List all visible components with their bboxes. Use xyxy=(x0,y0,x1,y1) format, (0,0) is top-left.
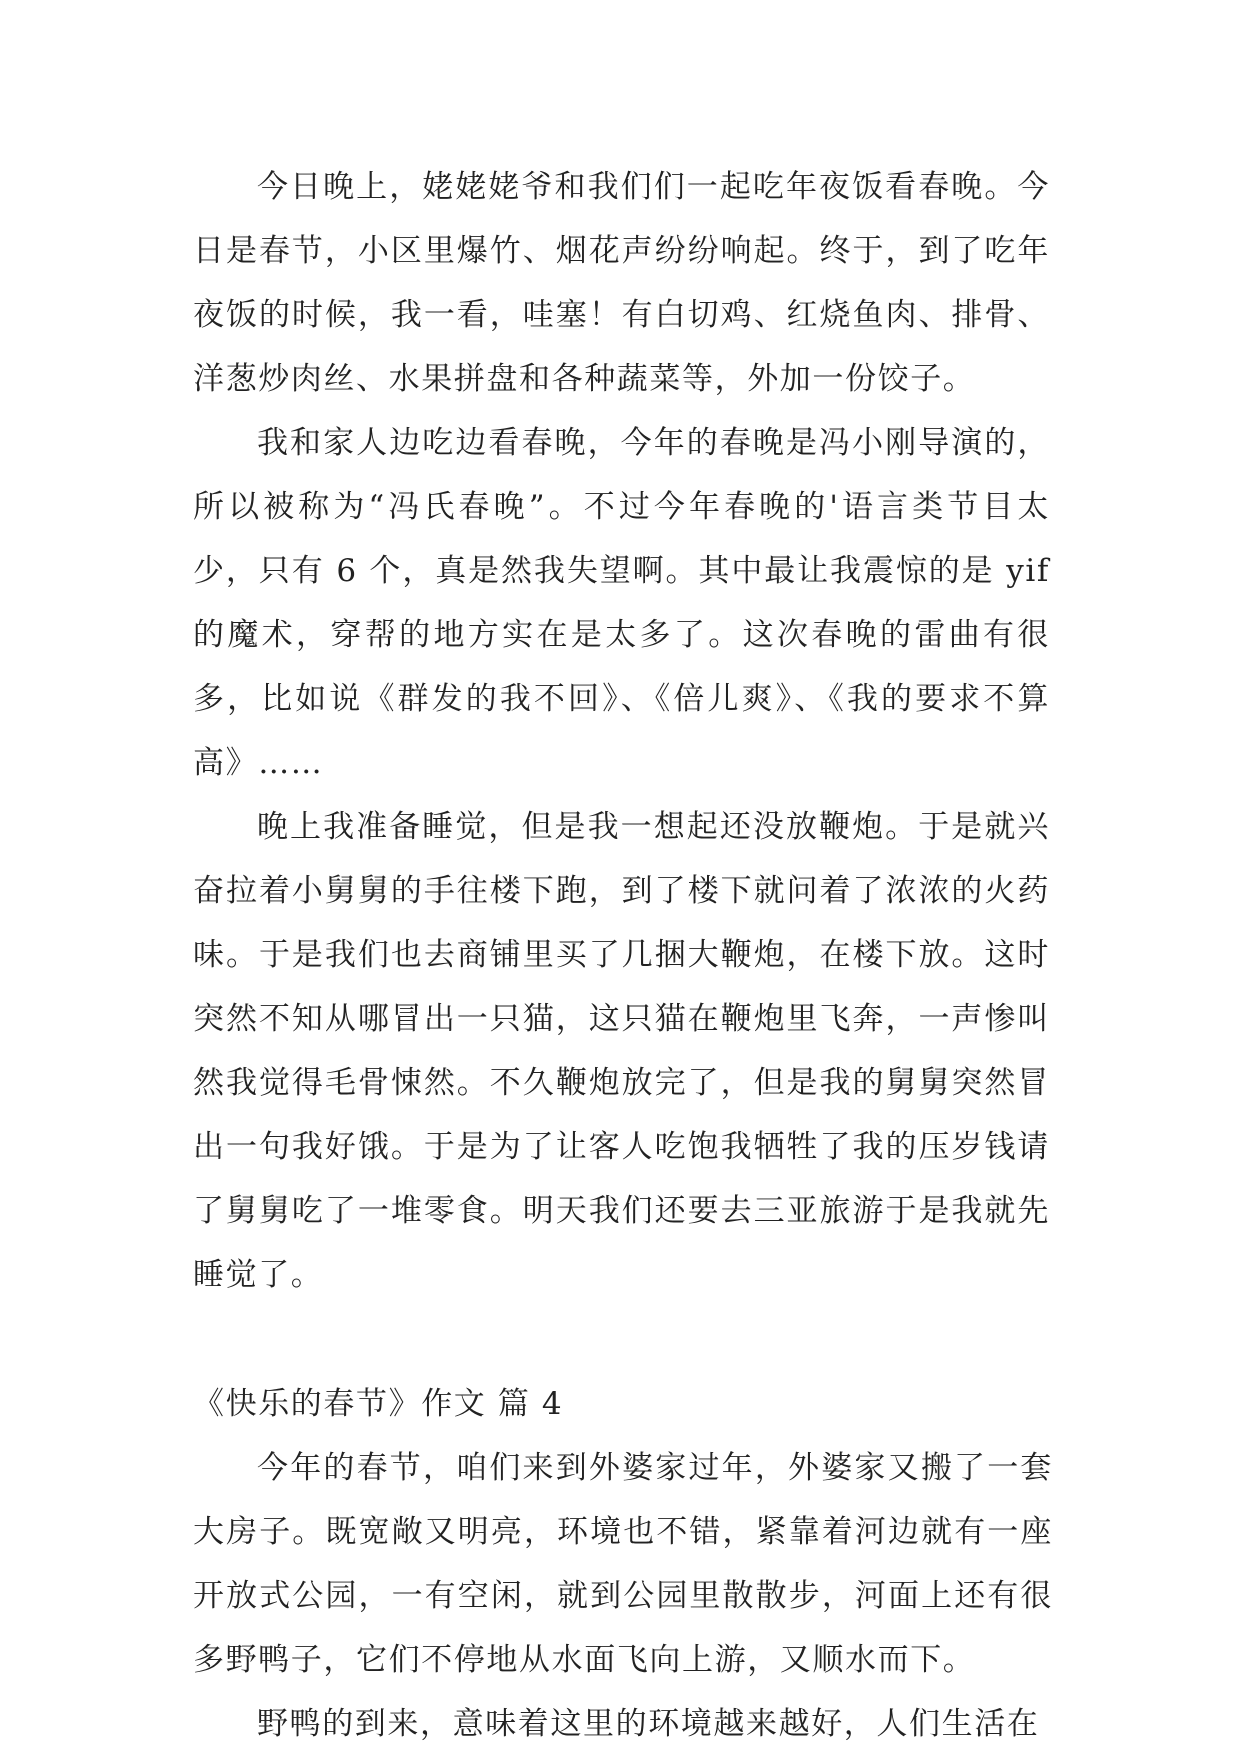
paragraph-grandma-house: 今年的春节，咱们来到外婆家过年，外婆家又搬了一套大房子。既宽敞又明亮，环境也不错，紧靠着河边就有一座开放式公园，一有空闲，就到公园里散散步，河面上还有很多野鸭子，它们不停地从水面飞向上游，又顺水而下。 xyxy=(193,1450,1053,1678)
document-page xyxy=(193,155,1053,1756)
paragraph-spring-gala: 我和家人边吃边看春晚，今年的春晚是冯小刚导演的，所以被称为“冯氏春晚”。不过今年春晚的'语言类节目太少，只有 6 个，真是然我失望啊。其中最让我震惊的是 yif 的魔术，穿帮的地方实在是太多了。这次春晚的雷曲有很多，比如说《群发的我不回》、《倍儿爽》、《我的要求不算高》…… xyxy=(193,425,1050,781)
paragraph-firecrackers: 晚上我准备睡觉，但是我一想起还没放鞭炮。于是就兴奋拉着小舅舅的手往楼下跑，到了楼下就问着了浓浓的火药味。于是我们也去商铺里买了几捆大鞭炮，在楼下放。这时突然不知从哪冒出一只猫，这只猫在鞭炮里飞奔，一声惨叫然我觉得毛骨悚然。不久鞭炮放完了，但是我的舅舅突然冒出一句我好饿。于是为了让客人吃饱我牺牲了我的压岁钱请了舅舅吃了一堆零食。明天我们还要去三亚旅游于是我就先睡觉了。 xyxy=(193,809,1050,1293)
section-title: 《快乐的春节》作文 篇 4 xyxy=(193,1386,564,1422)
paragraph-wild-ducks: 野鸭的到来，意味着这里的环境越来越好，人们生活在 xyxy=(257,1706,1040,1742)
paragraph-new-year-dinner: 今日晚上，姥姥姥爷和我们们一起吃年夜饭看春晚。今日是春节，小区里爆竹、烟花声纷纷响起。终于，到了吃年夜饭的时候，我一看，哇塞！有白切鸡、红烧鱼肉、排骨、洋葱炒肉丝、水果拼盘和各种蔬菜等，外加一份饺子。 xyxy=(193,169,1050,397)
